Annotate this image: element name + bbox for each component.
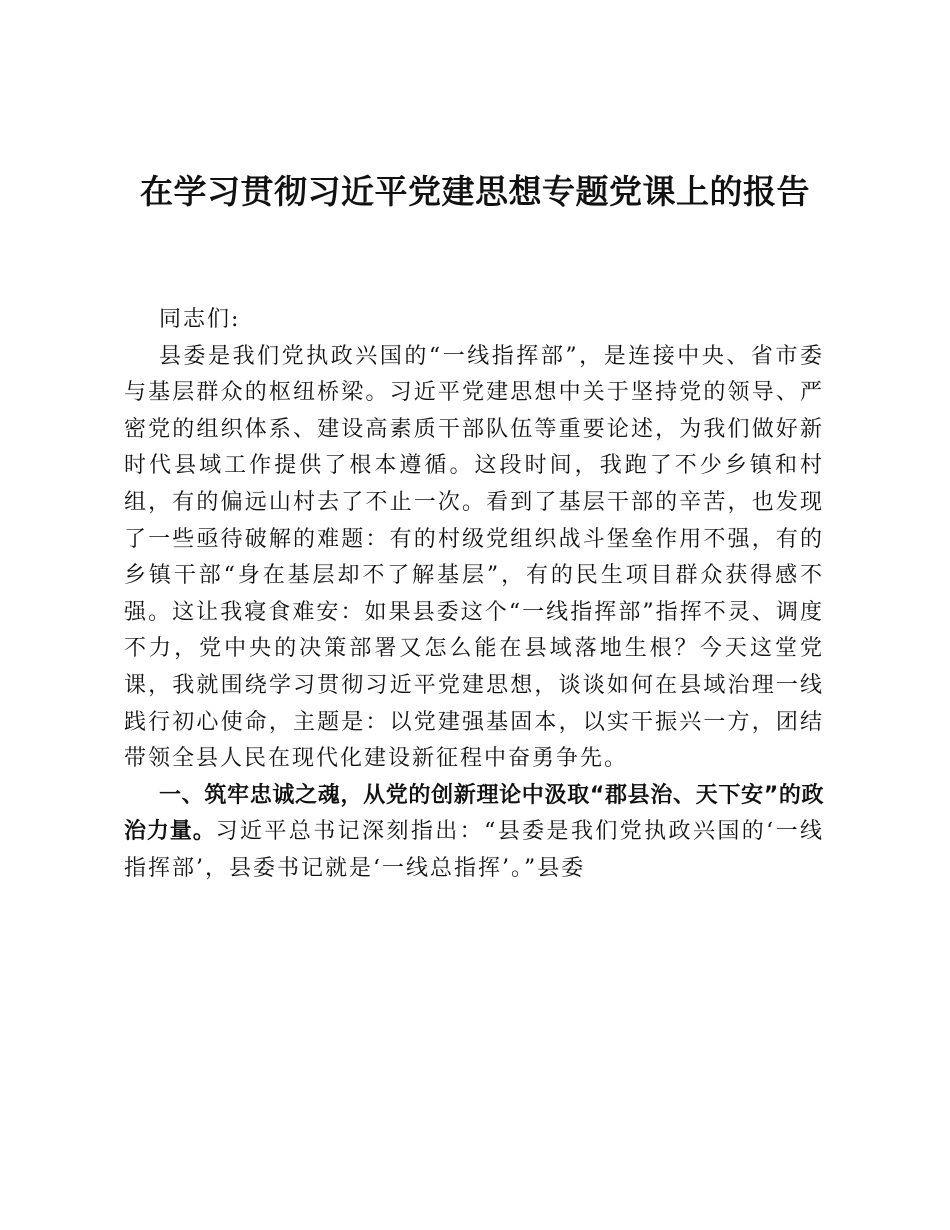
- intro-paragraph: 县委是我们党执政兴国的“一线指挥部”，是连接中央、省市委与基层群众的枢纽桥梁。习近平党建思想中关于坚持党的领导、严密党的组织体系、建设高素质干部队伍等重要论述，为我们做好新时代县域工作提供了根本遵循。这段时间，我跑了不少乡镇和村组，有的偏远山村去了不止一次。看到了基层干部的辛苦，也发现了一些亟待破解的难题：有的村级党组织战斗堡垒作用不强，有的乡镇干部“身在基层却不了解基层”，有的民生项目群众获得感不强。这让我寝食难安：如果县委这个“一线指挥部”指挥不灵、调度不力，党中央的决策部署又怎么能在县域落地生根？今天这堂党课，我就围绕学习贯彻习近平党建思想，谈谈如何在县域治理一线践行初心使命，主题是：以党建强基固本，以实干振兴一方，团结带领全县人民在现代化建设新征程中奋勇争先。: [124, 343, 824, 772]
- salutation: 同志们:: [159, 307, 241, 332]
- section-one-paragraph: [124, 778, 824, 888]
- section-one-heading: 一、筑牢忠诚之魂，从党的创新理论中汲取“郡县治、天下安”的政治力量。: [124, 782, 824, 845]
- document-title: 在学习贯彻习近平党建思想专题党课上的报告: [140, 172, 810, 211]
- document-body: [124, 302, 824, 888]
- section-one-text: 习近平总书记深刻指出：“县委是我们党执政兴国的‘一线指挥部’，县委书记就是‘一线总指挥’。”县委: [124, 819, 824, 881]
